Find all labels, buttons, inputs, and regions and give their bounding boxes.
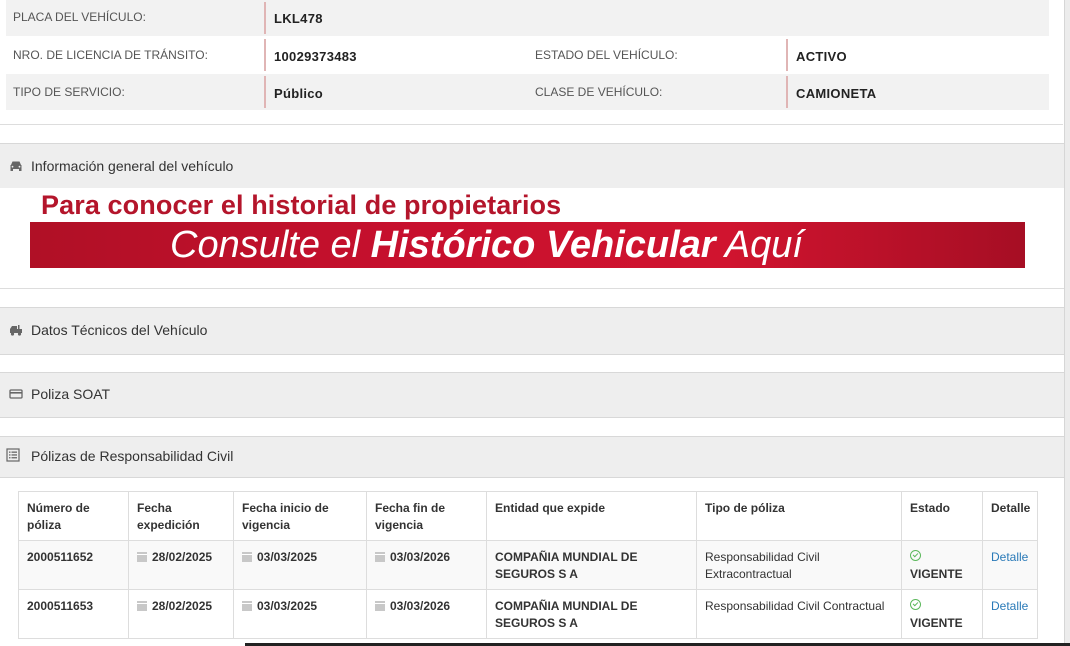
detalle-link[interactable]: Detalle <box>991 599 1029 613</box>
banner-cta[interactable] <box>30 222 1025 268</box>
polizas-table-wrap <box>18 491 1037 639</box>
column-header: Entidad que expide <box>487 492 697 541</box>
section-info-general[interactable] <box>0 143 1064 189</box>
servicio-label: TIPO DE SERVICIO: <box>13 85 125 99</box>
fecha-inicio: 03/03/2025 <box>234 590 367 639</box>
info-row-servicio <box>6 74 1049 110</box>
section-title: Poliza SOAT <box>31 386 111 402</box>
detalle-cell <box>983 590 1038 639</box>
calendar-icon <box>375 552 385 562</box>
status-badge: VIGENTE <box>910 567 963 581</box>
fecha-inicio: 03/03/2025 <box>234 541 367 590</box>
column-header: Número de póliza <box>19 492 129 541</box>
section-datos-tecnicos[interactable] <box>0 307 1064 355</box>
placa-label: PLACA DEL VEHÍCULO: <box>13 10 146 24</box>
fecha-expedicion: 28/02/2025 <box>129 541 234 590</box>
column-header: Tipo de póliza <box>697 492 902 541</box>
calendar-icon <box>375 601 385 611</box>
page-edge <box>1064 0 1070 646</box>
fecha-fin: 03/03/2026 <box>367 541 487 590</box>
tipo-poliza: Responsabilidad Civil Extracontractual <box>697 541 902 590</box>
vehicle-info-card <box>0 0 1063 125</box>
entidad: COMPAÑIA MUNDIAL DE SEGUROS S A <box>487 590 697 639</box>
table-row <box>19 541 1038 590</box>
fecha-expedicion: 28/02/2025 <box>129 590 234 639</box>
section-title: Datos Técnicos del Vehículo <box>31 322 208 338</box>
separator <box>264 76 266 108</box>
section-title: Pólizas de Responsabilidad Civil <box>31 448 234 464</box>
table-row <box>19 590 1038 639</box>
polizas-table <box>18 491 1038 639</box>
list-icon <box>6 448 20 462</box>
calendar-icon <box>242 552 252 562</box>
banner-cta-text: Consulte el Histórico Vehicular Aquí <box>170 224 803 266</box>
licencia-label: NRO. DE LICENCIA DE TRÁNSITO: <box>13 48 208 62</box>
column-header: Fecha inicio de vigencia <box>234 492 367 541</box>
separator <box>786 76 788 108</box>
estado-cell <box>902 541 983 590</box>
clase-label: CLASE DE VEHÍCULO: <box>535 85 663 99</box>
historico-banner[interactable] <box>0 188 1064 289</box>
section-poliza-soat[interactable] <box>0 372 1064 418</box>
car-icon <box>9 158 23 172</box>
fecha-fin: 03/03/2026 <box>367 590 487 639</box>
credit-card-icon <box>9 387 23 401</box>
detalle-link[interactable]: Detalle <box>991 550 1029 564</box>
servicio-value: Público <box>274 86 324 101</box>
table-header-row <box>19 492 1038 541</box>
truck-icon <box>9 323 23 337</box>
poliza-numero: 2000511653 <box>19 590 129 639</box>
estado-cell <box>902 590 983 639</box>
estado-label: ESTADO DEL VEHÍCULO: <box>535 48 678 62</box>
check-circle-icon <box>910 599 921 610</box>
separator <box>786 39 788 71</box>
status-badge: VIGENTE <box>910 616 963 630</box>
separator <box>264 2 266 34</box>
clase-value: CAMIONETA <box>796 86 877 101</box>
info-row-licencia <box>6 37 1049 73</box>
poliza-numero: 2000511652 <box>19 541 129 590</box>
column-header: Fecha expedición <box>129 492 234 541</box>
column-header: Detalle <box>983 492 1038 541</box>
licencia-value: 10029373483 <box>274 49 357 64</box>
section-polizas-rc[interactable] <box>0 436 1064 478</box>
banner-headline: Para conocer el historial de propietarios <box>41 190 562 220</box>
tipo-poliza: Responsabilidad Civil Contractual <box>697 590 902 639</box>
column-header: Fecha fin de vigencia <box>367 492 487 541</box>
calendar-icon <box>137 552 147 562</box>
info-row-placa <box>6 0 1049 36</box>
placa-value: LKL478 <box>274 11 323 26</box>
column-header: Estado <box>902 492 983 541</box>
entidad: COMPAÑIA MUNDIAL DE SEGUROS S A <box>487 541 697 590</box>
calendar-icon <box>137 601 147 611</box>
calendar-icon <box>242 601 252 611</box>
section-title: Información general del vehículo <box>31 158 234 174</box>
detalle-cell <box>983 541 1038 590</box>
estado-value: ACTIVO <box>796 49 847 64</box>
check-circle-icon <box>910 550 921 561</box>
separator <box>264 39 266 71</box>
